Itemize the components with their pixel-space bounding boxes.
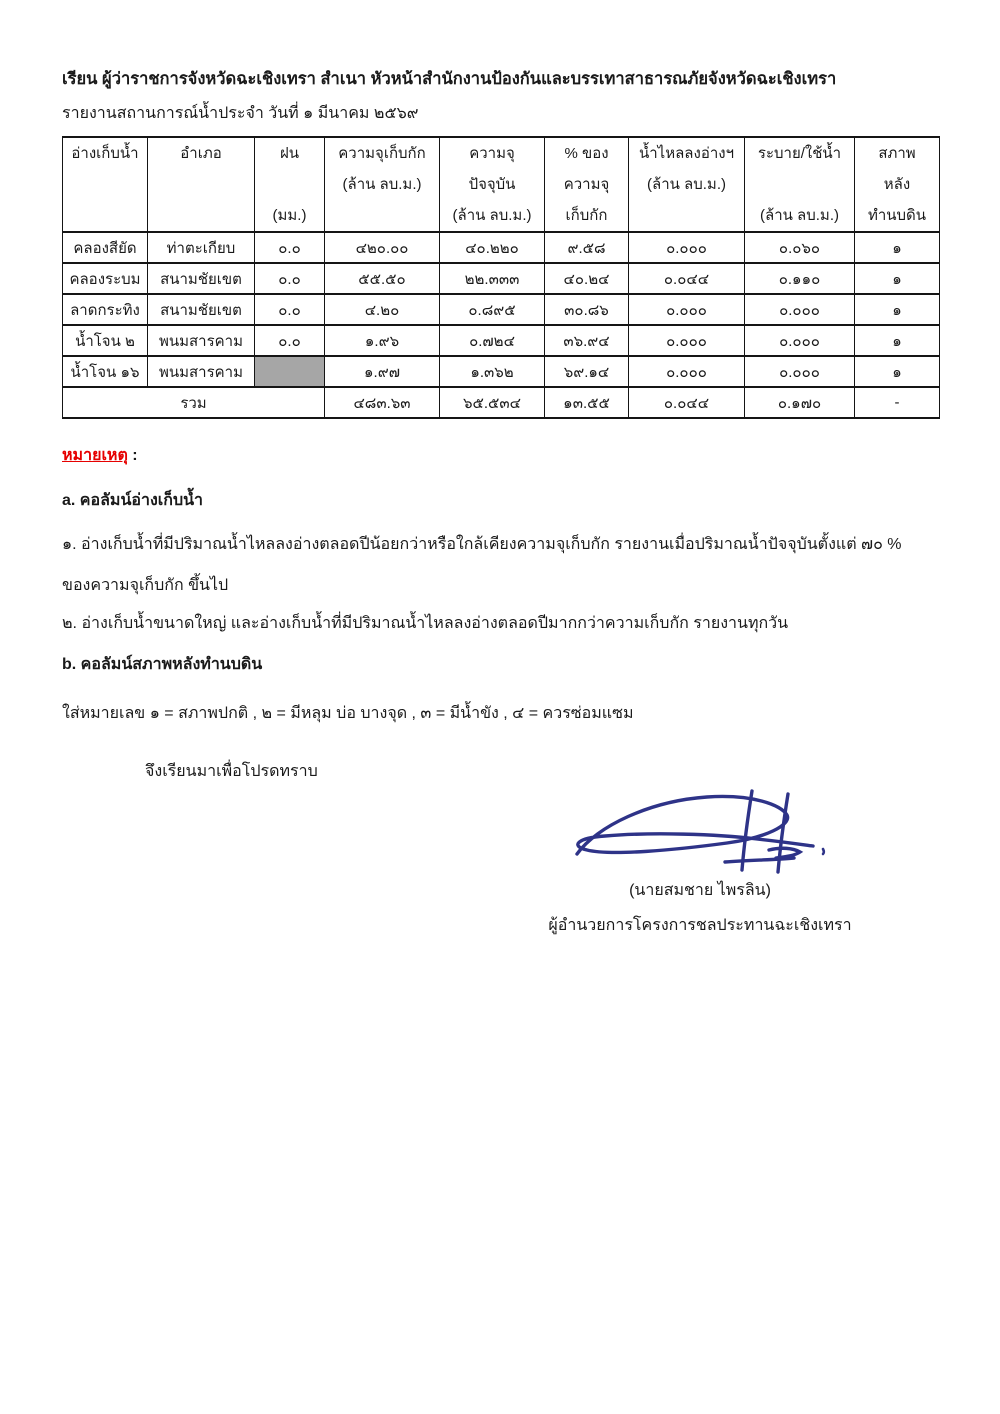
cell-discharge: ๐.๑๑๐ xyxy=(745,263,855,294)
addressee-line: เรียน ผู้ว่าราชการจังหวัดฉะเชิงเทรา สำเนา หัวหน้าสำนักงานป้องกันและบรรเทาสาธารณภัยจังหวัดฉะเชิงเทรา xyxy=(62,70,837,88)
header-line: สภาพ xyxy=(878,145,916,162)
cell-condition: ๑ xyxy=(855,263,940,294)
cell-percent: ๓๐.๘๖ xyxy=(545,294,629,325)
water-report-table xyxy=(62,136,940,419)
total-current: ๖๕.๕๓๔ xyxy=(440,387,545,418)
note-a1-line2: ของความจุเก็บกัก ขึ้นไป xyxy=(62,577,229,594)
cell-discharge: ๐.๐๐๐ xyxy=(745,325,855,356)
header-line: % ของ xyxy=(564,145,609,162)
note-b: ใส่หมายเลข ๑ = สภาพปกติ , ๒ = มีหลุม บ่อ บางจุด , ๓ = มีน้ำขัง , ๔ = ควรซ่อมแซม xyxy=(62,705,634,722)
header-line: ระบาย/ใช้น้ำ xyxy=(757,145,842,162)
notes-heading xyxy=(62,445,938,467)
cell-discharge: ๐.๐๖๐ xyxy=(745,232,855,263)
cell-condition: ๑ xyxy=(855,232,940,263)
cell-inflow: ๐.๐๐๐ xyxy=(629,232,745,263)
section-a-title: a. คอลัมน์อ่างเก็บน้ำ xyxy=(62,492,204,509)
cell-rain: ๐.๐ xyxy=(255,232,325,263)
cell-capacity: ๑.๙๗ xyxy=(325,356,440,387)
header-line: อำเภอ xyxy=(180,145,222,162)
header-line xyxy=(255,169,324,200)
header-line: ความจุเก็บกัก xyxy=(338,145,426,162)
cell-capacity: ๔.๒๐ xyxy=(325,294,440,325)
notes-heading-colon: : xyxy=(127,447,138,464)
cell-rain: ๐.๐ xyxy=(255,263,325,294)
table-row xyxy=(63,263,940,294)
cell-capacity: ๑.๙๖ xyxy=(325,325,440,356)
col-header-inflow xyxy=(629,137,745,232)
header-line: ทำนบดิน xyxy=(867,207,927,224)
header-line: น้ำไหลลงอ่างฯ xyxy=(639,145,734,162)
cell-current: ๑.๓๖๒ xyxy=(440,356,545,387)
cell-inflow: ๐.๐๐๐ xyxy=(629,294,745,325)
header-line: (ล้าน ลบ.ม.) xyxy=(452,207,532,224)
cell-percent: ๓๖.๙๔ xyxy=(545,325,629,356)
header-line xyxy=(148,169,254,200)
section-b-title: b. คอลัมน์สภาพหลังทำนบดิน xyxy=(62,656,263,673)
header-line xyxy=(745,169,854,200)
col-header-dam-condition xyxy=(855,137,940,232)
header-line: เก็บกัก xyxy=(565,207,608,224)
col-header-capacity xyxy=(325,137,440,232)
table-row xyxy=(63,294,940,325)
cell-rain-no-data xyxy=(255,356,325,387)
cell-reservoir: น้ำโจน ๒ xyxy=(63,325,148,356)
total-row xyxy=(63,387,940,418)
cell-condition: ๑ xyxy=(855,356,940,387)
note-a2: ๒. อ่างเก็บน้ำขนาดใหญ่ และอ่างเก็บน้ำที่มีปริมาณน้ำไหลลงอ่างตลอดปีมากกว่าความเก็บกัก รายงานทุกวัน xyxy=(62,615,789,632)
cell-reservoir: น้ำโจน ๑๖ xyxy=(63,356,148,387)
cell-condition: ๑ xyxy=(855,325,940,356)
total-inflow: ๐.๐๔๔ xyxy=(629,387,745,418)
cell-current: ๐.๘๙๕ xyxy=(440,294,545,325)
cell-district: พนมสารคาม xyxy=(148,325,255,356)
table-header xyxy=(63,137,940,232)
cell-district: สนามชัยเขต xyxy=(148,263,255,294)
signature-block xyxy=(545,788,855,937)
cell-current: ๔๐.๒๒๐ xyxy=(440,232,545,263)
cell-percent: ๔๐.๒๔ xyxy=(545,263,629,294)
header-line: อ่างเก็บน้ำ xyxy=(71,145,139,162)
total-percent: ๑๓.๕๕ xyxy=(545,387,629,418)
cell-discharge: ๐.๐๐๐ xyxy=(745,356,855,387)
cell-district: สนามชัยเขต xyxy=(148,294,255,325)
header-line: ความจุ xyxy=(469,145,515,162)
total-capacity: ๔๘๓.๖๓ xyxy=(325,387,440,418)
col-header-percent xyxy=(545,137,629,232)
cell-rain: ๐.๐ xyxy=(255,294,325,325)
cell-reservoir: ลาดกระทิง xyxy=(63,294,148,325)
cell-inflow: ๐.๐๐๐ xyxy=(629,356,745,387)
notes-heading-label: หมายเหตุ xyxy=(62,447,128,464)
cell-inflow: ๐.๐๔๔ xyxy=(629,263,745,294)
col-header-district xyxy=(148,137,255,232)
cell-capacity: ๔๒๐.๐๐ xyxy=(325,232,440,263)
total-condition: - xyxy=(855,387,940,418)
col-header-reservoir xyxy=(63,137,148,232)
header-line xyxy=(325,200,439,231)
total-label: รวม xyxy=(63,387,325,418)
header-line xyxy=(148,200,254,231)
col-header-current xyxy=(440,137,545,232)
closing-line: จึงเรียนมาเพื่อโปรดทราบ xyxy=(145,763,318,780)
cell-capacity: ๕๕.๕๐ xyxy=(325,263,440,294)
cell-current: ๐.๗๒๔ xyxy=(440,325,545,356)
cell-discharge: ๐.๐๐๐ xyxy=(745,294,855,325)
cell-percent: ๖๙.๑๔ xyxy=(545,356,629,387)
header-line: (ล้าน ลบ.ม.) xyxy=(342,176,422,193)
header-line xyxy=(63,200,147,231)
cell-reservoir: คลองระบม xyxy=(63,263,148,294)
cell-rain: ๐.๐ xyxy=(255,325,325,356)
total-discharge: ๐.๑๗๐ xyxy=(745,387,855,418)
header-line: (ล้าน ลบ.ม.) xyxy=(760,207,839,224)
note-a1-line1: ๑. อ่างเก็บน้ำที่มีปริมาณน้ำไหลลงอ่างตลอดปีน้อยกว่าหรือใกล้เคียงความจุเก็บกัก รายงานเมื่อปริมาณน้ำปัจจุบันตั้งแต่ ๗๐ % xyxy=(62,536,902,553)
header-line: ฝน xyxy=(279,145,300,162)
header-line xyxy=(629,200,744,231)
cell-district: พนมสารคาม xyxy=(148,356,255,387)
cell-current: ๒๒.๓๓๓ xyxy=(440,263,545,294)
cell-condition: ๑ xyxy=(855,294,940,325)
table-body xyxy=(63,232,940,418)
header-line: ปัจจุบัน xyxy=(468,176,516,193)
header-line: หลัง xyxy=(883,176,911,193)
header-line xyxy=(63,169,147,200)
header-row xyxy=(63,137,940,232)
cell-district: ท่าตะเกียบ xyxy=(148,232,255,263)
signer-title: ผู้อำนวยการโครงการชลประทานฉะเชิงเทรา xyxy=(548,917,852,934)
cell-inflow: ๐.๐๐๐ xyxy=(629,325,745,356)
header-line: (ล้าน ลบ.ม.) xyxy=(647,176,726,193)
cell-reservoir: คลองสียัด xyxy=(63,232,148,263)
table-row xyxy=(63,325,940,356)
col-header-discharge xyxy=(745,137,855,232)
header-line: (มม.) xyxy=(272,207,307,224)
col-header-rain xyxy=(255,137,325,232)
signer-name: (นายสมชาย ไพรลิน) xyxy=(629,882,771,899)
table-row xyxy=(63,232,940,263)
report-title-line: รายงานสถานการณ์น้ำประจำ วันที่ ๑ มีนาคม ๒๕๖๙ xyxy=(62,105,419,122)
signature-image xyxy=(555,788,845,878)
header-line: ความจุ xyxy=(563,176,610,193)
cell-percent: ๙.๕๘ xyxy=(545,232,629,263)
table-row xyxy=(63,356,940,387)
